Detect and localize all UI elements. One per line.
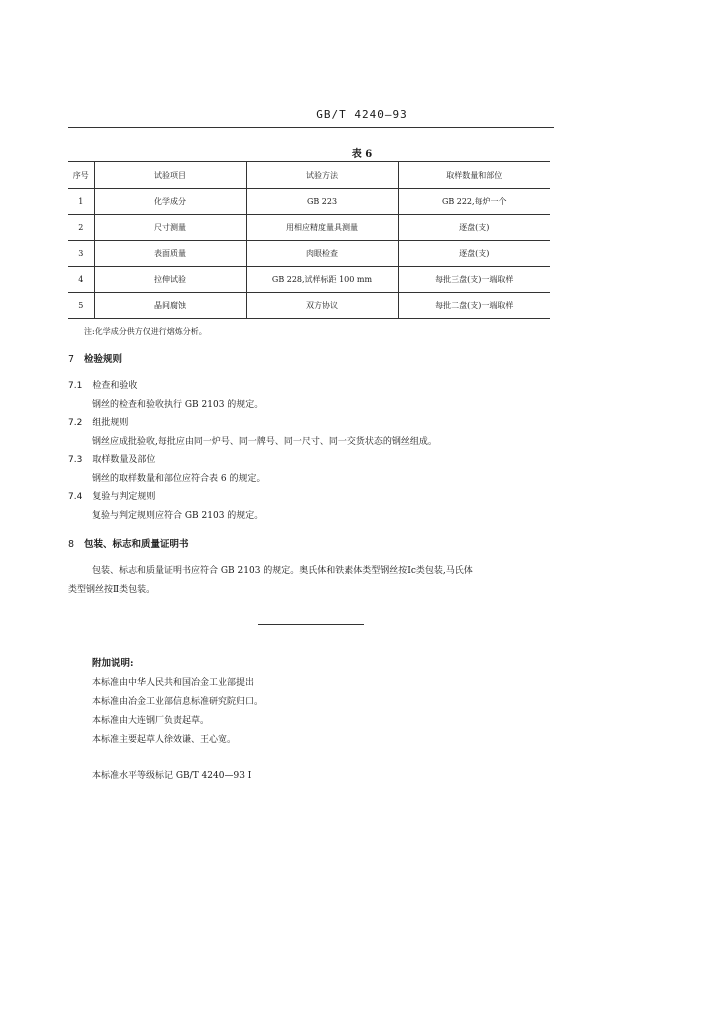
table-cell: 表面质量	[94, 241, 246, 267]
subsection-7-4-text: 复验与判定规则应符合 GB 2103 的规定。	[92, 511, 264, 521]
subsection-title: 组批规则	[92, 418, 129, 428]
table-caption: 表 6	[351, 149, 373, 160]
table-cell: 用相应精度量具测量	[246, 215, 398, 241]
table-cell: 双方协议	[246, 293, 398, 319]
subsection-number: 7.3	[68, 455, 83, 465]
table-note: 注:化学成分供方仅进行熔炼分析。	[84, 327, 207, 336]
table-cell: 肉眼检查	[246, 241, 398, 267]
subsection-title: 复验与判定规则	[92, 492, 156, 502]
additional-note-line: 本标准由冶金工业部信息标准研究院归口。	[92, 697, 264, 707]
subsection-number: 7.2	[68, 418, 83, 428]
additional-notes-title: 附加说明:	[92, 658, 134, 669]
additional-note-line: 本标准主要起草人徐效谦、王心宽。	[92, 735, 237, 745]
table-cell: 尺寸测量	[94, 215, 246, 241]
subsection-7-2-heading	[68, 415, 128, 428]
table-6	[68, 161, 550, 319]
column-header: 试验方法	[246, 162, 398, 189]
additional-note-line: 本标准由大连钢厂负责起草。	[92, 716, 210, 726]
table-cell: 4	[68, 267, 94, 293]
table-cell: 逐盘(支)	[398, 241, 550, 267]
section-8-text-line-2: 类型钢丝按Ⅱ类包装。	[68, 585, 156, 595]
header-rule	[68, 127, 554, 128]
section-8-text-line-1: 包装、标志和质量证明书应符合 GB 2103 的规定。奥氏体和铁素体类型钢丝按Ⅰc类包装,马氏体	[92, 566, 473, 576]
column-header: 取样数量和部位	[398, 162, 550, 189]
section-8-heading	[68, 536, 189, 550]
table-row	[68, 215, 550, 241]
subsection-number: 7.4	[68, 492, 83, 502]
column-header: 试验项目	[94, 162, 246, 189]
subsection-title: 取样数量及部位	[92, 455, 156, 465]
table-row	[68, 241, 550, 267]
table-cell: 拉伸试验	[94, 267, 246, 293]
table-cell: 每批二盘(支)一端取样	[398, 293, 550, 319]
additional-note-line: 本标准由中华人民共和国冶金工业部提出	[92, 678, 255, 688]
subsection-title: 检查和验收	[92, 381, 138, 391]
table-row	[68, 189, 550, 215]
table-cell: 晶间腐蚀	[94, 293, 246, 319]
table-cell: 5	[68, 293, 94, 319]
level-mark: 本标准水平等级标记 GB/T 4240—93 Ⅰ	[92, 771, 252, 781]
table-cell: 1	[68, 189, 94, 215]
end-rule	[258, 624, 364, 625]
page-header: GB/T 4240—93	[316, 108, 408, 121]
table-cell: 逐盘(支)	[398, 215, 550, 241]
subsection-7-1-text: 钢丝的检查和验收执行 GB 2103 的规定。	[92, 400, 264, 410]
table-row	[68, 267, 550, 293]
table-cell: 每批三盘(支)一端取样	[398, 267, 550, 293]
subsection-number: 7.1	[68, 381, 83, 391]
section-title: 包装、标志和质量证明书	[84, 539, 189, 550]
table-header-row	[68, 162, 550, 189]
table-cell: 3	[68, 241, 94, 267]
table-cell: GB 223	[246, 189, 398, 215]
subsection-7-3-heading	[68, 452, 155, 465]
section-7-heading	[68, 351, 122, 365]
table-cell: GB 222,每炉一个	[398, 189, 550, 215]
table-cell: GB 228,试样标距 100 mm	[246, 267, 398, 293]
table-row	[68, 293, 550, 319]
subsection-7-4-heading	[68, 489, 155, 502]
column-header: 序号	[68, 162, 94, 189]
section-title: 检验规则	[84, 354, 123, 365]
subsection-7-2-text: 钢丝应成批验收,每批应由同一炉号、同一牌号、同一尺寸、同一交货状态的钢丝组成。	[92, 437, 437, 447]
table-cell: 2	[68, 215, 94, 241]
subsection-7-3-text: 钢丝的取样数量和部位应符合表 6 的规定。	[92, 474, 266, 484]
subsection-7-1-heading	[68, 378, 137, 391]
section-number: 8	[68, 539, 75, 550]
section-number: 7	[68, 354, 75, 365]
table-cell: 化学成分	[94, 189, 246, 215]
